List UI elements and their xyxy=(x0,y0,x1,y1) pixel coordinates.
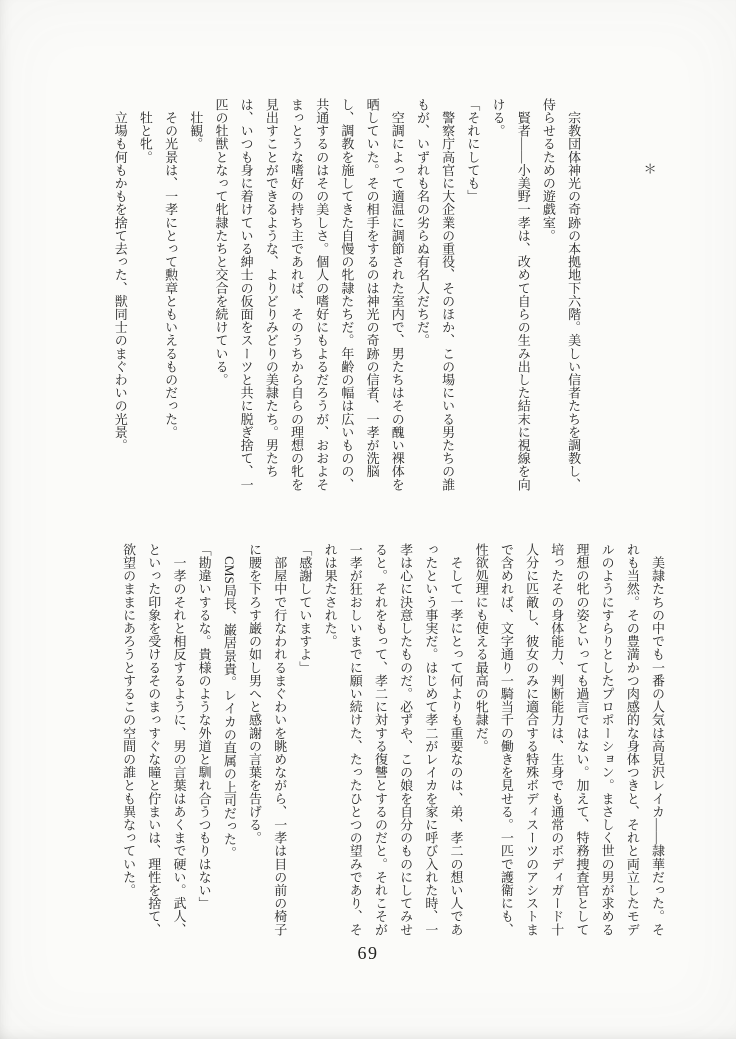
blank-line xyxy=(586,98,611,504)
lower-text-block xyxy=(116,543,670,949)
text-line: 牡と牝。 xyxy=(137,98,153,164)
text-line: 「感謝していますよ」 xyxy=(297,543,313,674)
text-line: 匹の牡獣となって牝隷たちと交合を続けている。 xyxy=(213,98,229,387)
text-line: 「それにしても」 xyxy=(465,98,481,203)
text-line: 晒していた。その相手をするのは神光の奇跡の信者、一孝が洗脳 xyxy=(364,98,380,478)
text-line: は、いつも身に着けている紳士の仮面をスーツと共に脱ぎ捨て、一 xyxy=(238,98,254,491)
blank-line xyxy=(687,98,712,504)
text-line: といった印象を受けるそのまっすぐな瞳と佇まいは、理性を捨て、 xyxy=(146,543,162,936)
text-line: CMS局長、巌居景貴。レイカの直属の上司だった。 xyxy=(221,543,237,859)
text-line: その光景は、一孝にとって勲章ともいえるものだった。 xyxy=(163,98,179,439)
text-line: し、調教を施してきた自慢の牝隷たちだ。年齢の幅は広いものの、 xyxy=(339,98,355,491)
blank-line xyxy=(611,98,636,504)
text-line: れも当然。その豊満かつ肉感的な身体つきと、それと両立したモデ xyxy=(624,543,640,936)
text-line: 共通するのはその美しさ。個人の嗜好にもよるだろうが、おおよそ xyxy=(314,98,330,491)
text-line: ったという事実だ。はじめて孝二がレイカを家に呼び入れた時、一 xyxy=(423,543,439,936)
text-line: 見出すことができるような、よりどりみどりの美隷たち。男たち xyxy=(263,98,279,478)
text-line: 孝は心に決意したものだ。必ずや、この娘を自分のものにしてみせ xyxy=(398,543,414,936)
text-line: もが、いずれも名の劣らぬ有名人だちだ。 xyxy=(414,98,430,347)
text-line: 「勘違いするな。貴様のような外道と馴れ合うつもりはない」 xyxy=(196,543,212,910)
text-line: 立場も何もかもを捨て去った、獣同士のまぐわいの光景。 xyxy=(112,98,128,452)
text-line: そして一孝にとって何よりも重要なのは、弟、孝二の想い人であ xyxy=(448,543,464,936)
text-line: 侍らせるための遊戯室。 xyxy=(540,98,556,243)
text-line: ると。それをもって、孝二に対する復讐とするのだと。それこそが xyxy=(372,543,388,936)
text-line: まっとうな嗜好の持ち主であれば、そのうちから自らの理想の牝を xyxy=(289,98,304,491)
text-line: ける。 xyxy=(490,98,506,138)
text-line: 部屋中で行なわれるまぐわいを眺めながら、一孝は目の前の椅子 xyxy=(272,543,288,936)
blank-line xyxy=(662,98,687,504)
text-line: に腰を下ろす巌の如し男へと感謝の言葉を告げる。 xyxy=(247,543,262,845)
text-line: 一孝のそれと相反するように、男の言葉はあくまで硬い。武人、 xyxy=(171,543,187,936)
page-number: 69 xyxy=(357,943,379,963)
text-line: 理想の牝の姿といっても過言ではない。加えて、特務捜査官として xyxy=(574,543,590,936)
text-line: 性欲処理にも使える最高の牝隷だ。 xyxy=(473,543,489,753)
text-line: 欲望のままにあろうとするこの空間の誰とも異なっていた。 xyxy=(121,543,137,897)
upper-text-block xyxy=(108,98,713,504)
text-line: 賢者――小美野一孝は、改めて自らの生み出した結末に視線を向 xyxy=(515,98,531,491)
text-line: 培ったその身体能力、判断能力は、生身でも通常のボディガード十 xyxy=(549,543,565,936)
text-line: れは果たされた。 xyxy=(322,543,338,648)
text-line: 空調によって適温に調節された室内で、男たちはその醜い裸体を xyxy=(389,98,405,491)
text-line: 美隷たちの中でも一番の人気は高見沢レイカ――隷華だった。そ xyxy=(650,543,665,936)
section-break-marker: ＊ xyxy=(641,162,657,176)
text-line: 一孝が狂おしいまでに願い続けた、たったひとつの望みであり、そ xyxy=(347,543,363,936)
text-line: 人分に匹敵し、彼女のみに適合する特殊ボディスーツのアシストま xyxy=(524,543,540,936)
text-line: で含めれば、文字通り一騎当千の働きを見せる。一匹で護衛にも、 xyxy=(498,543,514,936)
text-line: 壮観。 xyxy=(188,98,204,151)
text-line: 警察庁高官に大企業の重役、そのほか、この場にいる男たちの誰 xyxy=(440,98,456,491)
text-line: ルのようにすらりとしたプロポーション。まさしく世の男が求める xyxy=(599,543,615,936)
text-line: 宗教団体神光の奇跡の本拠地下六階。美しい信者たちを調教し、 xyxy=(566,98,582,491)
